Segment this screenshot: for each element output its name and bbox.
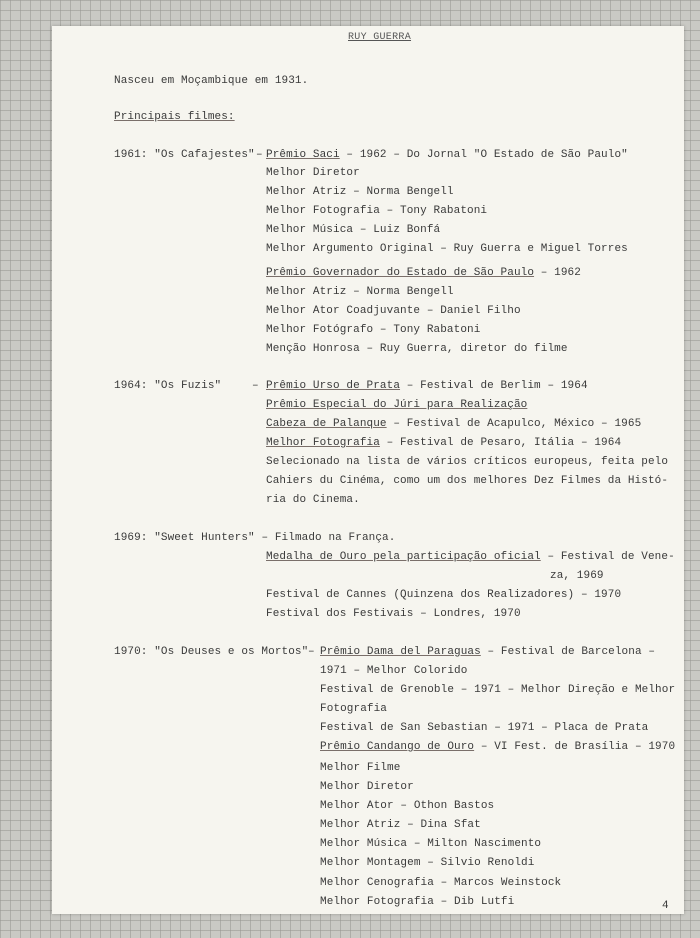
award-line: Melhor Argumento Original – Ruy Guerra e Miguel Torres <box>266 243 628 255</box>
film-1964-dash: – <box>252 380 259 392</box>
section-title: Principais filmes: <box>114 111 235 123</box>
award-line: Melhor Atriz – Norma Bengell <box>266 186 454 198</box>
award-line: Melhor Atriz – Norma Bengell <box>266 286 454 298</box>
award-line: Melhor Ator Coadjuvante – Daniel Filho <box>266 305 521 317</box>
award-line: Festival de San Sebastian – 1971 – Placa de Prata <box>320 722 649 734</box>
award-line: Festival dos Festivais – Londres, 1970 <box>266 608 521 620</box>
award-line: Melhor Música – Milton Nascimento <box>320 838 542 850</box>
page-number: 4 <box>662 900 669 912</box>
award-line: Fotografia <box>320 703 388 715</box>
award-line: Melhor Fotografia – Festival de Pesaro, Itália – 1964 <box>266 437 622 449</box>
film-1961-title: 1961: "Os Cafajestes" <box>114 149 255 161</box>
award-line: Melhor Ator – Othon Bastos <box>320 800 495 812</box>
award-line: Festival de Cannes (Quinzena dos Realizadores) – 1970 <box>266 589 622 601</box>
award-line: Melhor Fotografia – Tony Rabatoni <box>266 205 488 217</box>
award-line: Festival de Grenoble – 1971 – Melhor Direção e Melhor <box>320 684 676 696</box>
award-line: Melhor Cenografia – Marcos Weinstock <box>320 877 562 889</box>
award-line: Melhor Fotógrafo – Tony Rabatoni <box>266 324 481 336</box>
film-1970-title: 1970: "Os Deuses e os Mortos" <box>114 646 309 658</box>
award-line: Prêmio Dama del Paraguas – Festival de Barcelona – <box>320 646 656 658</box>
document-page <box>52 26 684 914</box>
award-line: Melhor Fotografia – Dib Lutfi <box>320 896 515 908</box>
document-header: RUY GUERRA <box>348 32 412 43</box>
award-line: Prêmio Governador do Estado de São Paulo – 1962 <box>266 267 581 279</box>
award-line: Melhor Montagem – Silvio Renoldi <box>320 857 535 869</box>
intro-line: Nasceu em Moçambique em 1931. <box>114 75 309 87</box>
award-line: Medalha de Ouro pela participação oficial – Festival de Vene- <box>266 551 675 563</box>
award-line: 1971 – Melhor Colorido <box>320 665 468 677</box>
award-line: Melhor Diretor <box>320 781 414 793</box>
award-line: Prêmio Especial do Júri para Realização <box>266 399 528 411</box>
award-line: Prêmio Urso de Prata – Festival de Berlim – 1964 <box>266 380 588 392</box>
award-line: Menção Honrosa – Ruy Guerra, diretor do filme <box>266 343 568 355</box>
award-line: Melhor Filme <box>320 762 401 774</box>
film-1964-title: 1964: "Os Fuzis" <box>114 380 222 392</box>
film-1970-dash: – <box>308 646 315 658</box>
award-line: Prêmio Saci – 1962 – Do Jornal "O Estado de São Paulo" <box>266 149 628 161</box>
award-line: Melhor Atriz – Dina Sfat <box>320 819 481 831</box>
award-line: ria do Cinema. <box>266 494 360 506</box>
award-line: Melhor Diretor <box>266 167 360 179</box>
award-line: Cahiers du Cinéma, como um dos melhores Dez Filmes da Histó- <box>266 475 669 487</box>
award-line: Selecionado na lista de vários críticos europeus, feita pelo <box>266 456 669 468</box>
award-line: za, 1969 <box>550 570 604 582</box>
film-1961-dash: – <box>256 149 263 161</box>
film-1969-title: 1969: "Sweet Hunters" – Filmado na França. <box>114 532 396 544</box>
award-line: Prêmio Candango de Ouro – VI Fest. de Brasília – 1970 <box>320 741 676 753</box>
award-line: Melhor Música – Luiz Bonfá <box>266 224 441 236</box>
award-line: Cabeza de Palanque – Festival de Acapulco, México – 1965 <box>266 418 642 430</box>
